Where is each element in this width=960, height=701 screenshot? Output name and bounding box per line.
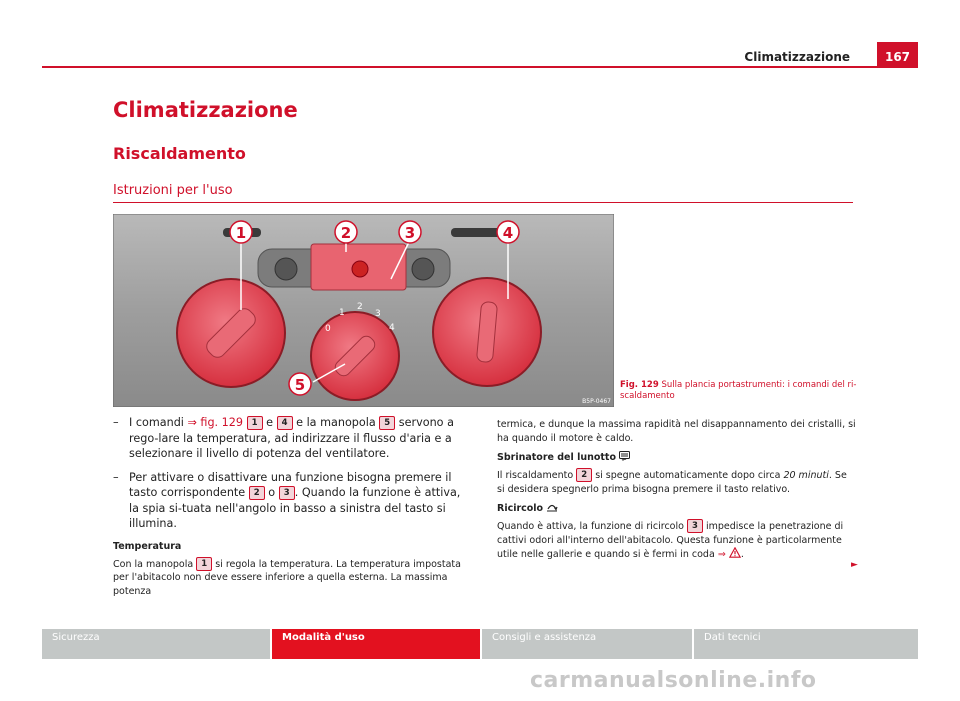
svg-text:2: 2 xyxy=(340,224,352,242)
left-column xyxy=(113,415,473,604)
panel-button xyxy=(352,261,368,277)
footer-tab-consigli-e-assistenza[interactable]: Consigli e assistenza xyxy=(482,629,692,659)
footer-tab-dati-tecnici[interactable]: Dati tecnici xyxy=(694,629,918,659)
ref-badge: 5 xyxy=(379,416,395,430)
sbrinatore-paragraph: Il riscaldamento 2 si spegne automaticamente dopo circa 20 minuti. Se si desidera spegnerlo prima bisogna premere il tasto relativo. xyxy=(497,470,847,495)
continue-arrow-icon: ► xyxy=(851,560,858,570)
recirculation-icon xyxy=(546,503,558,512)
running-header-title: Climatizzazione xyxy=(744,50,850,64)
ricircolo-heading: Ricircolo xyxy=(497,502,857,516)
ref-badge: 1 xyxy=(247,416,263,430)
sbrinatore-heading: Sbrinatore del lunotto xyxy=(497,451,857,465)
ref-badge: 2 xyxy=(249,486,265,500)
fan-level-2: 2 xyxy=(357,302,363,312)
heating-controls-figure xyxy=(113,214,614,407)
svg-text:4: 4 xyxy=(502,224,514,242)
footer-nav xyxy=(42,629,918,659)
figure-caption-text: Sulla plancia portastrumenti: i comandi del ri-scaldamento xyxy=(620,380,857,401)
callout-4 xyxy=(497,221,519,243)
temperatura-heading: Temperatura xyxy=(113,540,182,552)
figure-code: B5P-0467 xyxy=(582,398,611,405)
right-column xyxy=(497,418,857,568)
subsection-rule xyxy=(113,202,853,203)
fan-level-4: 4 xyxy=(389,323,395,333)
ref-badge: 3 xyxy=(687,519,703,533)
callout-3 xyxy=(399,221,421,243)
warning-link[interactable]: ⇒ xyxy=(717,549,726,560)
header-rule xyxy=(42,66,918,68)
bullet-item: – Per attivare o disattivare una funzione bisogna premere il tasto corrispondente 2 o 3 . Quando la funzione è attiva, la spia si-tuata nell'angolo in basso a sinistra del tasto si illumina. xyxy=(113,470,461,530)
callout-2 xyxy=(335,221,357,243)
intro-paragraph: termica, e dunque la massima rapidità nel disappannamento dei cristalli, si ha quando il motore è caldo. xyxy=(497,419,856,444)
ref-badge: 1 xyxy=(196,557,212,571)
footer-tab-sicurezza[interactable]: Sicurezza xyxy=(42,629,270,659)
warning-triangle-icon xyxy=(729,547,741,558)
callout-5 xyxy=(289,373,311,395)
figure-caption-label: Fig. 129 xyxy=(620,380,659,390)
ref-badge: 3 xyxy=(279,486,295,500)
ref-badge: 4 xyxy=(277,416,293,430)
ricircolo-paragraph: Quando è attiva, la funzione di ricircolo 3 impedisce la penetrazione di cattivi odori all'interno dell'abitacolo. Questa funzione è particolarmente utile nelle gallerie e quando si è fermi in coda ⇒ . xyxy=(497,521,844,560)
footer-tab-modalita-duso[interactable]: Modalità d'uso xyxy=(272,629,480,659)
subsection-title: Istruzioni per l'uso xyxy=(113,183,233,198)
dashboard-illustration xyxy=(113,214,614,407)
rear-defrost-icon xyxy=(619,451,630,461)
svg-text:3: 3 xyxy=(404,224,416,242)
svg-text:5: 5 xyxy=(294,376,306,394)
figure-caption xyxy=(620,380,860,402)
svg-text:1: 1 xyxy=(235,224,247,242)
callout-1 xyxy=(230,221,252,243)
chapter-title: Climatizzazione xyxy=(113,98,298,122)
fan-level-3: 3 xyxy=(375,309,381,319)
watermark: carmanualsonline.info xyxy=(530,668,817,693)
figure-link[interactable]: ⇒ fig. 129 xyxy=(187,416,244,429)
fan-level-1: 1 xyxy=(339,308,345,318)
ref-badge: 2 xyxy=(576,468,592,482)
bullet-item: – I comandi ⇒ fig. 129 1 e 4 e la manopola 5 servono a rego-lare la temperatura, ad indirizzare il flusso d'aria e a selezionare il livello di potenza del ventilatore. xyxy=(113,416,454,460)
section-title: Riscaldamento xyxy=(113,144,246,163)
fan-level-0: 0 xyxy=(325,324,331,334)
page-number: 167 xyxy=(877,42,918,68)
temperatura-paragraph: Con la manopola 1 si regola la temperatura. La temperatura impostata per l'abitacolo non deve essere inferiore a quella esterna. La massima potenza xyxy=(113,558,461,597)
